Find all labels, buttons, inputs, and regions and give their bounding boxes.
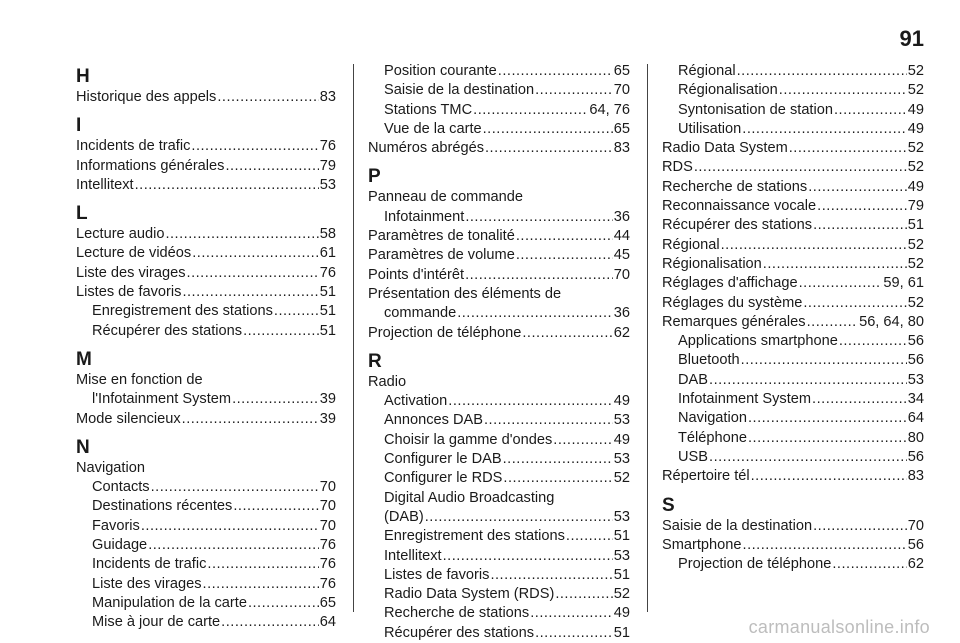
index-entry-term: Syntonisation de station xyxy=(678,101,833,118)
index-entry xyxy=(662,236,924,255)
index-entry xyxy=(76,478,336,497)
index-column-right xyxy=(662,62,924,574)
index-entry-page-ref: 49 xyxy=(907,101,924,118)
index-heading-entry: Radio xyxy=(368,373,407,390)
dot-leader xyxy=(535,81,613,100)
index-entry-page-ref: 76 xyxy=(319,264,336,281)
index-entry-term: Contacts xyxy=(92,479,150,496)
index-entry-term: Listes de favoris xyxy=(384,566,490,583)
index-entry-page-ref: 52 xyxy=(907,236,924,253)
index-entry xyxy=(662,390,924,409)
index-entry xyxy=(76,575,336,594)
index-entry-page-ref: 51 xyxy=(907,217,924,234)
dot-leader xyxy=(203,575,319,594)
index-entry-term: Mode silencieux xyxy=(76,410,181,427)
index-entry xyxy=(662,429,924,448)
index-entry-page-ref: 53 xyxy=(613,451,630,468)
index-entry-page-ref: 53 xyxy=(613,547,630,564)
index-entry xyxy=(368,266,630,285)
index-entry-page-ref: 52 xyxy=(613,586,630,603)
index-entry xyxy=(368,566,630,585)
index-entry-page-ref: 70 xyxy=(319,479,336,496)
index-entry-page-ref: 53 xyxy=(319,176,336,193)
index-entry xyxy=(76,497,336,516)
index-entry-page-ref: 70 xyxy=(613,266,630,283)
index-section-letter: R xyxy=(368,350,382,372)
dot-leader xyxy=(737,62,907,81)
dot-leader xyxy=(484,411,613,430)
index-entry-term: Infotainment System xyxy=(678,391,812,408)
dot-leader xyxy=(779,81,907,100)
dot-leader xyxy=(490,566,612,585)
dot-leader xyxy=(516,246,613,265)
index-entry xyxy=(662,371,924,390)
index-entry-page-ref: 56 xyxy=(907,333,924,350)
dot-leader xyxy=(807,313,858,332)
index-entry-term: Choisir la gamme d'ondes xyxy=(384,431,553,448)
dot-leader xyxy=(141,517,319,536)
dot-leader xyxy=(483,120,613,139)
dot-leader xyxy=(151,478,319,497)
dot-leader xyxy=(522,324,612,343)
index-heading-entry: Présentation des éléments de xyxy=(368,285,562,302)
index-entry-term: Destinations récentes xyxy=(92,498,233,515)
index-entry xyxy=(76,88,336,107)
index-entry-page-ref: 34 xyxy=(907,391,924,408)
index-entry-page-ref: 64 xyxy=(319,614,336,631)
index-entry xyxy=(368,324,630,343)
index-entry-page-ref: 59, 61 xyxy=(883,275,924,292)
index-entry-page-ref: 83 xyxy=(613,140,630,157)
index-entry xyxy=(662,536,924,555)
index-entry-term: Enregistrement des stations xyxy=(384,528,565,545)
index-entry xyxy=(662,555,924,574)
index-entry-term: Liste des virages xyxy=(76,264,186,281)
index-entry xyxy=(662,178,924,197)
index-entry-page-ref: 80 xyxy=(907,429,924,446)
index-entry-term: commande xyxy=(384,305,457,322)
index-entry xyxy=(76,283,336,302)
index-entry xyxy=(662,467,924,486)
index-entry-page-ref: 65 xyxy=(613,63,630,79)
index-entry-page-ref: 39 xyxy=(319,410,336,427)
dot-leader xyxy=(694,158,907,177)
index-entry-page-ref: 49 xyxy=(907,178,924,195)
index-entry-term: Récupérer des stations xyxy=(92,322,243,339)
dot-leader xyxy=(135,176,319,195)
dot-leader xyxy=(498,62,613,81)
index-entry-term: Réglages du système xyxy=(662,294,803,311)
index-entry xyxy=(368,585,630,604)
index-entry-page-ref: 52 xyxy=(907,159,924,176)
index-entry xyxy=(662,517,924,536)
index-entry-term: Téléphone xyxy=(678,429,747,446)
index-entry xyxy=(662,409,924,428)
column-divider xyxy=(353,64,354,612)
dot-leader xyxy=(233,497,318,516)
dot-leader xyxy=(207,555,318,574)
index-entry-page-ref: 65 xyxy=(319,594,336,611)
dot-leader xyxy=(751,467,907,486)
index-entry-page-ref: 62 xyxy=(613,324,630,341)
index-entry-term: Régional xyxy=(678,63,736,79)
index-entry-page-ref: 62 xyxy=(907,556,924,573)
index-entry-page-ref: 76 xyxy=(319,575,336,592)
index-entry xyxy=(662,62,924,81)
dot-leader xyxy=(803,294,906,313)
index-entry-page-ref: 56 xyxy=(907,448,924,465)
index-entry-term: Paramètres de tonalité xyxy=(368,228,515,245)
index-entry xyxy=(76,225,336,244)
dot-leader xyxy=(748,409,907,428)
index-entry xyxy=(662,197,924,216)
index-entry xyxy=(368,62,630,81)
dot-leader xyxy=(217,88,318,107)
index-entry-page-ref: 83 xyxy=(319,89,336,105)
index-entry-page-ref: 76 xyxy=(319,537,336,554)
index-entry xyxy=(76,517,336,536)
index-entry-term: Saisie de la destination xyxy=(662,517,813,534)
index-entry xyxy=(662,313,924,332)
dot-leader xyxy=(187,264,319,283)
index-heading-entry: Navigation xyxy=(76,459,145,476)
index-entry-term: USB xyxy=(678,448,709,465)
dot-leader xyxy=(817,197,907,216)
index-entry-page-ref: 53 xyxy=(613,412,630,429)
index-entry-page-ref: 76 xyxy=(319,138,336,155)
index-entry-page-ref: 56 xyxy=(907,352,924,369)
index-entry-page-ref: 39 xyxy=(319,391,336,408)
index-entry-page-ref: 79 xyxy=(319,157,336,174)
index-entry xyxy=(368,624,630,643)
dot-leader xyxy=(465,208,612,227)
index-entry xyxy=(662,139,924,158)
dot-leader xyxy=(789,139,907,158)
index-entry-term: Incidents de trafic xyxy=(76,138,191,155)
index-entry-page-ref: 52 xyxy=(907,255,924,272)
index-entry-term: Réglages d'affichage xyxy=(662,275,798,292)
index-entry-term: Historique des appels xyxy=(76,89,217,105)
index-entry xyxy=(76,176,336,195)
index-entry-term: Utilisation xyxy=(678,120,742,137)
index-entry-page-ref: 61 xyxy=(319,245,336,262)
index-entry xyxy=(368,101,630,120)
index-entry-term: l'Infotainment System xyxy=(92,391,232,408)
dot-leader xyxy=(834,101,907,120)
index-entry-page-ref: 52 xyxy=(907,82,924,99)
index-entry-term: Recherche de stations xyxy=(662,178,808,195)
index-entry-page-ref: 76 xyxy=(319,556,336,573)
index-entry-term: Position courante xyxy=(384,63,497,79)
index-entry-page-ref: 36 xyxy=(613,305,630,322)
index-entry-page-ref: 64 xyxy=(907,410,924,427)
index-entry-page-ref: 51 xyxy=(319,303,336,320)
dot-leader xyxy=(503,469,612,488)
index-entry-page-ref: 53 xyxy=(907,371,924,388)
index-column-middle xyxy=(368,62,630,643)
index-entry-page-ref: 49 xyxy=(613,431,630,448)
index-entry-page-ref: 65 xyxy=(613,120,630,137)
index-entry-term: Annonces DAB xyxy=(384,412,483,429)
index-entry-term: Lecture de vidéos xyxy=(76,245,192,262)
column-divider xyxy=(647,64,648,612)
dot-leader xyxy=(274,302,319,321)
index-entry xyxy=(662,101,924,120)
index-entry-term: Navigation xyxy=(678,410,747,427)
dot-leader xyxy=(808,178,907,197)
index-entry-page-ref: 64, 76 xyxy=(589,101,630,118)
index-entry xyxy=(368,508,630,527)
index-entry xyxy=(368,246,630,265)
dot-leader xyxy=(503,450,613,469)
dot-leader xyxy=(191,137,318,156)
index-entry-term: Régionalisation xyxy=(678,82,778,99)
index-entry-term: Récupérer des stations xyxy=(662,217,813,234)
index-entry-page-ref: 52 xyxy=(907,140,924,157)
dot-leader xyxy=(839,332,907,351)
watermark: carmanualsonline.info xyxy=(748,617,930,637)
dot-leader xyxy=(465,266,613,285)
dot-leader xyxy=(813,216,907,235)
index-entry-term: Bluetooth xyxy=(678,352,740,369)
index-entry-page-ref: 53 xyxy=(613,508,630,525)
dot-leader xyxy=(743,536,907,555)
index-entry xyxy=(368,120,630,139)
dot-leader xyxy=(763,255,907,274)
index-entry xyxy=(662,351,924,370)
index-entry-term: Favoris xyxy=(92,517,140,534)
index-entry xyxy=(662,448,924,467)
index-entry-page-ref: 49 xyxy=(907,120,924,137)
index-entry-page-ref: 70 xyxy=(319,498,336,515)
dot-leader xyxy=(232,390,319,409)
index-entry-page-ref: 70 xyxy=(319,517,336,534)
index-entry-page-ref: 52 xyxy=(907,63,924,79)
index-entry-term: Smartphone xyxy=(662,536,742,553)
index-entry xyxy=(662,255,924,274)
index-section-letter: S xyxy=(662,494,675,516)
index-entry-term: Vue de la carte xyxy=(384,120,482,137)
index-entry-term: Points d'intérêt xyxy=(368,266,465,283)
index-entry-term: Lecture audio xyxy=(76,226,165,243)
index-entry xyxy=(76,390,336,409)
index-entry xyxy=(662,120,924,139)
dot-leader xyxy=(721,236,907,255)
index-entry-page-ref: 51 xyxy=(613,566,630,583)
index-entry-term: DAB xyxy=(678,371,709,388)
index-entry-term: Configurer le DAB xyxy=(384,451,502,468)
index-heading-entry: Digital Audio Broadcasting xyxy=(384,489,555,506)
index-entry xyxy=(368,527,630,546)
dot-leader xyxy=(741,351,907,370)
dot-leader xyxy=(832,555,906,574)
index-entry-term: Remarques générales xyxy=(662,313,806,330)
index-section-letter: N xyxy=(76,436,90,458)
page-number: 91 xyxy=(899,26,924,51)
dot-leader xyxy=(221,613,319,632)
index-entry xyxy=(368,304,630,323)
dot-leader xyxy=(812,390,907,409)
index-entry xyxy=(368,547,630,566)
index-entry-page-ref: 70 xyxy=(907,517,924,534)
index-entry xyxy=(76,613,336,632)
index-entry xyxy=(76,594,336,613)
dot-leader xyxy=(485,139,613,158)
index-entry-page-ref: 52 xyxy=(907,294,924,311)
index-entry-page-ref: 51 xyxy=(319,322,336,339)
index-entry-term: Configurer le RDS xyxy=(384,470,503,487)
dot-leader xyxy=(709,448,907,467)
index-entry-term: Guidage xyxy=(92,537,148,554)
index-entry xyxy=(662,332,924,351)
index-entry-page-ref: 51 xyxy=(613,528,630,545)
index-entry xyxy=(368,469,630,488)
dot-leader xyxy=(555,585,612,604)
index-entry-term: Récupérer des stations xyxy=(384,624,535,641)
index-section-letter: M xyxy=(76,348,92,370)
dot-leader xyxy=(748,429,907,448)
index-entry-page-ref: 49 xyxy=(613,605,630,622)
index-entry-term: Applications smartphone xyxy=(678,333,838,350)
index-entry-page-ref: 58 xyxy=(319,226,336,243)
index-entry-term: Informations générales xyxy=(76,157,225,174)
index-entry xyxy=(368,81,630,100)
index-entry xyxy=(662,216,924,235)
index-entry xyxy=(662,274,924,293)
index-entry-page-ref: 79 xyxy=(907,198,924,215)
index-entry-page-ref: 83 xyxy=(907,468,924,485)
dot-leader xyxy=(709,371,907,390)
index-entry-page-ref: 56, 64, 80 xyxy=(859,313,924,330)
dot-leader xyxy=(566,527,613,546)
index-entry-term: Projection de téléphone xyxy=(678,556,832,573)
index-entry xyxy=(368,208,630,227)
index-entry xyxy=(368,450,630,469)
dot-leader xyxy=(225,157,318,176)
dot-leader xyxy=(530,604,613,623)
index-entry xyxy=(368,431,630,450)
index-entry xyxy=(368,411,630,430)
index-entry-page-ref: 70 xyxy=(613,82,630,99)
index-entry xyxy=(76,302,336,321)
dot-leader xyxy=(799,274,883,293)
dot-leader xyxy=(448,392,612,411)
dot-leader xyxy=(742,120,907,139)
index-entry xyxy=(76,410,336,429)
index-entry xyxy=(76,536,336,555)
index-entry-page-ref: 44 xyxy=(613,228,630,245)
index-entry-term: RDS xyxy=(662,159,693,176)
index-entry xyxy=(662,158,924,177)
index-entry-term: Répertoire tél xyxy=(662,468,750,485)
index-entry-page-ref: 56 xyxy=(907,536,924,553)
index-entry-term: Projection de téléphone xyxy=(368,324,522,341)
index-entry xyxy=(76,244,336,263)
dot-leader xyxy=(813,517,907,536)
index-entry xyxy=(368,227,630,246)
dot-leader xyxy=(516,227,613,246)
index-entry-term: Intellitext xyxy=(76,176,134,193)
index-entry xyxy=(76,157,336,176)
index-entry-term: Manipulation de la carte xyxy=(92,594,247,611)
index-entry-page-ref: 36 xyxy=(613,208,630,225)
index-entry xyxy=(76,322,336,341)
index-entry-page-ref: 45 xyxy=(613,247,630,264)
index-section-letter: I xyxy=(76,115,82,137)
dot-leader xyxy=(182,283,318,302)
dot-leader xyxy=(148,536,319,555)
index-column-left xyxy=(76,62,336,633)
index-heading-entry: Mise en fonction de xyxy=(76,371,203,388)
index-section-letter: H xyxy=(76,66,90,87)
index-entry-term: Activation xyxy=(384,393,448,410)
index-entry-page-ref: 51 xyxy=(319,284,336,301)
index-entry-term: Mise à jour de carte xyxy=(92,614,221,631)
index-entry-page-ref: 52 xyxy=(613,470,630,487)
index-entry xyxy=(368,392,630,411)
index-entry xyxy=(76,264,336,283)
index-entry-term: Numéros abrégés xyxy=(368,140,484,157)
index-entry xyxy=(76,137,336,156)
dot-leader xyxy=(443,547,613,566)
index-entry-term: Incidents de trafic xyxy=(92,556,207,573)
dot-leader xyxy=(248,594,319,613)
index-entry-term: Recherche de stations xyxy=(384,605,530,622)
dot-leader xyxy=(425,508,613,527)
index-entry-term: (DAB) xyxy=(384,508,424,525)
dot-leader xyxy=(243,322,319,341)
index-entry-term: Paramètres de volume xyxy=(368,247,515,264)
index-entry xyxy=(368,604,630,623)
dot-leader xyxy=(473,101,588,120)
dot-leader xyxy=(553,431,613,450)
index-entry-term: Radio Data System (RDS) xyxy=(384,586,555,603)
index-entry-term: Intellitext xyxy=(384,547,442,564)
index-entry-term: Enregistrement des stations xyxy=(92,303,273,320)
dot-leader xyxy=(192,244,319,263)
index-entry xyxy=(368,139,630,158)
dot-leader xyxy=(165,225,318,244)
dot-leader xyxy=(457,304,613,323)
index-entry xyxy=(662,294,924,313)
index-entry-term: Saisie de la destination xyxy=(384,82,535,99)
index-entry-term: Radio Data System xyxy=(662,140,788,157)
index-entry-term: Liste des virages xyxy=(92,575,202,592)
index-entry-page-ref: 51 xyxy=(613,624,630,641)
index-entry-term: Stations TMC xyxy=(384,101,473,118)
index-entry-page-ref: 49 xyxy=(613,393,630,410)
index-entry xyxy=(662,81,924,100)
index-section-letter: P xyxy=(368,166,381,188)
index-entry-term: Régionalisation xyxy=(662,255,762,272)
index-section-letter: L xyxy=(76,203,88,225)
dot-leader xyxy=(182,410,319,429)
index-entry-term: Reconnaissance vocale xyxy=(662,198,817,215)
index-entry-term: Régional xyxy=(662,236,720,253)
index-heading-entry: Panneau de commande xyxy=(368,189,523,206)
index-entry-term: Listes de favoris xyxy=(76,284,182,301)
dot-leader xyxy=(535,624,613,643)
index-entry-term: Infotainment xyxy=(384,208,465,225)
index-entry xyxy=(76,555,336,574)
